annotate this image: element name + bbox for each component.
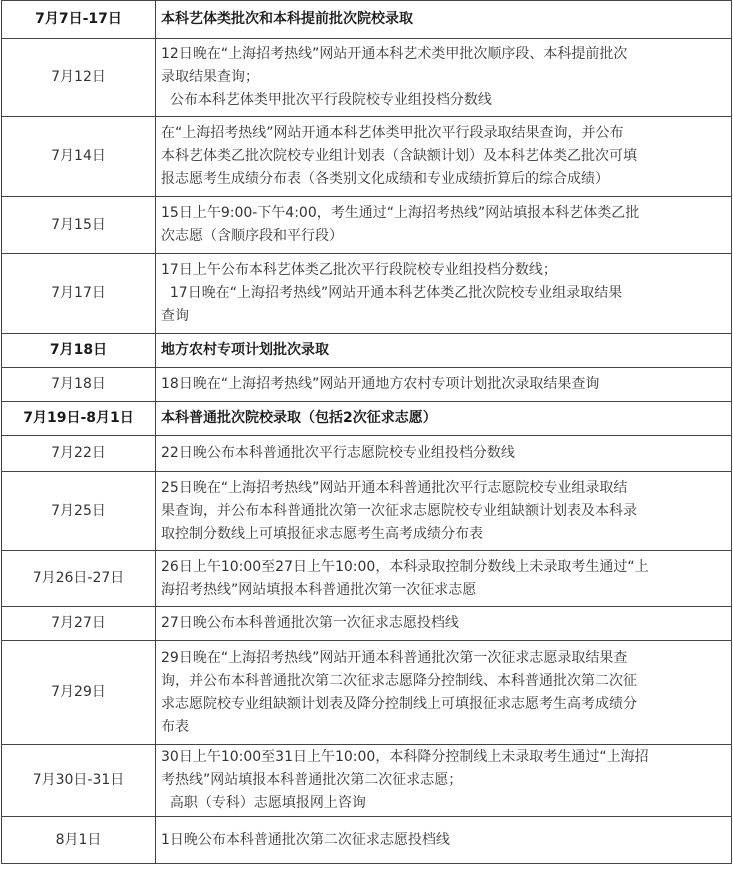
description-line: 果查询，并公布本科普通批次第一次征求志愿院校专业组缺额计划表及本科录 — [161, 502, 637, 519]
date-cell: 7月26日-27日 — [2, 551, 156, 607]
description-cell — [156, 745, 732, 817]
description-line: 海招考热线”网站填报本科普通批次第一次征求志愿 — [161, 581, 477, 598]
schedule-row — [2, 39, 732, 117]
description-cell — [156, 197, 732, 254]
description-cell — [156, 472, 732, 551]
description-line: 30日上午10:00至31日上午10:00，本科降分控制线上未录取考生通过“上海招 — [161, 749, 649, 765]
section-date-cell: 7月18日 — [2, 334, 156, 368]
schedule-row — [2, 254, 732, 334]
description-cell — [156, 641, 732, 745]
description-line: 询，并公布本科普通批次第二次征求志愿降分控制线、本科普通批次第二次征 — [161, 672, 637, 689]
description-line: 求志愿院校专业组缺额计划表及降分控制线上可填报征求志愿考生高考成绩分 — [161, 695, 637, 712]
description-line: 公布本科艺体类甲批次平行段院校专业组投档分数线 — [161, 92, 492, 108]
schedule-row — [2, 117, 732, 197]
date-cell: 7月17日 — [2, 254, 156, 334]
description-cell — [156, 368, 732, 402]
date-cell: 7月27日 — [2, 607, 156, 641]
description-line: 18日晚在“上海招考热线”网站开通地方农村专项计划批次录取结果查询 — [161, 376, 600, 392]
section-title-cell — [156, 1, 732, 39]
schedule-row — [2, 607, 732, 641]
description-line: 1日晚公布本科普通批次第二次征求志愿投档线 — [161, 831, 450, 848]
description-line: 17日上午公布本科艺体类乙批次平行段院校专业组投档分数线； — [161, 262, 557, 278]
date-cell: 7月12日 — [2, 39, 156, 117]
description-line: 布表 — [161, 718, 189, 735]
date-cell: 7月18日 — [2, 368, 156, 402]
description-line: 取控制分数线上可填报征求志愿考生高考成绩分布表 — [161, 525, 483, 542]
date-cell: 7月25日 — [2, 472, 156, 551]
schedule-row — [2, 436, 732, 472]
description-line: 报志愿考生成绩分布表（各类别文化成绩和专业成绩折算后的综合成绩） — [161, 171, 609, 187]
description-line: 查询 — [161, 308, 189, 324]
description-line: 26日上午10:00至27日上午10:00，本科录取控制分数线上未录取考生通过“上 — [161, 558, 649, 575]
section-date-cell: 7月19日-8月1日 — [2, 402, 156, 436]
description-line: 本科普通批次院校录取（包括2次征求志愿） — [161, 410, 437, 426]
schedule-row — [2, 472, 732, 551]
description-cell — [156, 817, 732, 864]
schedule-row — [2, 368, 732, 402]
date-cell: 8月1日 — [2, 817, 156, 864]
date-cell: 7月14日 — [2, 117, 156, 197]
date-cell: 7月29日 — [2, 641, 156, 745]
description-line: 在“上海招考热线”网站开通本科艺体类甲批次平行段录取结果查询，并公布 — [161, 125, 624, 141]
section-title-cell — [156, 334, 732, 368]
date-cell: 7月30日-31日 — [2, 745, 156, 817]
date-cell: 7月15日 — [2, 197, 156, 254]
description-line: 录取结果查询； — [161, 69, 259, 85]
section-header-row — [2, 334, 732, 368]
date-cell: 7月22日 — [2, 436, 156, 472]
section-date-cell: 7月7日-17日 — [2, 1, 156, 39]
description-line: 地方农村专项计划批次录取 — [161, 342, 329, 358]
description-cell — [156, 254, 732, 334]
description-cell — [156, 607, 732, 641]
schedule-row — [2, 641, 732, 745]
schedule-row — [2, 817, 732, 864]
description-cell — [156, 551, 732, 607]
description-cell — [156, 39, 732, 117]
section-header-row — [2, 1, 732, 39]
description-line: 27日晚公布本科普通批次第一次征求志愿投档线 — [161, 615, 459, 631]
description-line: 17日晚在“上海招考热线”网站开通本科艺体类乙批次院校专业组录取结果 — [161, 285, 623, 301]
admission-schedule-table — [1, 0, 732, 864]
description-line: 15日上午9:00-下午4:00，考生通过“上海招考热线”网站填报本科艺体类乙批 — [161, 205, 640, 221]
schedule-row — [2, 745, 732, 817]
description-cell — [156, 436, 732, 472]
schedule-row — [2, 197, 732, 254]
description-line: 高职（专科）志愿填报网上咨询 — [161, 795, 366, 811]
section-header-row — [2, 402, 732, 436]
description-line: 29日晚在“上海招考热线”网站开通本科普通批次第一次征求志愿录取结果查 — [161, 649, 628, 666]
description-line: 12日晚在“上海招考热线”网站开通本科艺术类甲批次顺序段、本科提前批次 — [161, 46, 628, 62]
description-line: 本科艺体类乙批次院校专业组计划表（含缺额计划）及本科艺体类乙批次可填 — [161, 148, 637, 164]
description-line: 25日晚在“上海招考热线”网站开通本科普通批次平行志愿院校专业组录取结 — [161, 479, 628, 496]
schedule-body — [2, 1, 732, 864]
description-line: 考热线”网站填报本科普通批次第二次征求志愿； — [161, 772, 463, 788]
description-line: 22日晚公布本科普通批次平行志愿院校专业组投档分数线 — [161, 445, 515, 461]
schedule-row — [2, 551, 732, 607]
description-line: 本科艺体类批次和本科提前批次院校录取 — [161, 11, 413, 27]
description-cell — [156, 117, 732, 197]
section-title-cell — [156, 402, 732, 436]
description-line: 次志愿（含顺序段和平行段） — [161, 228, 343, 244]
